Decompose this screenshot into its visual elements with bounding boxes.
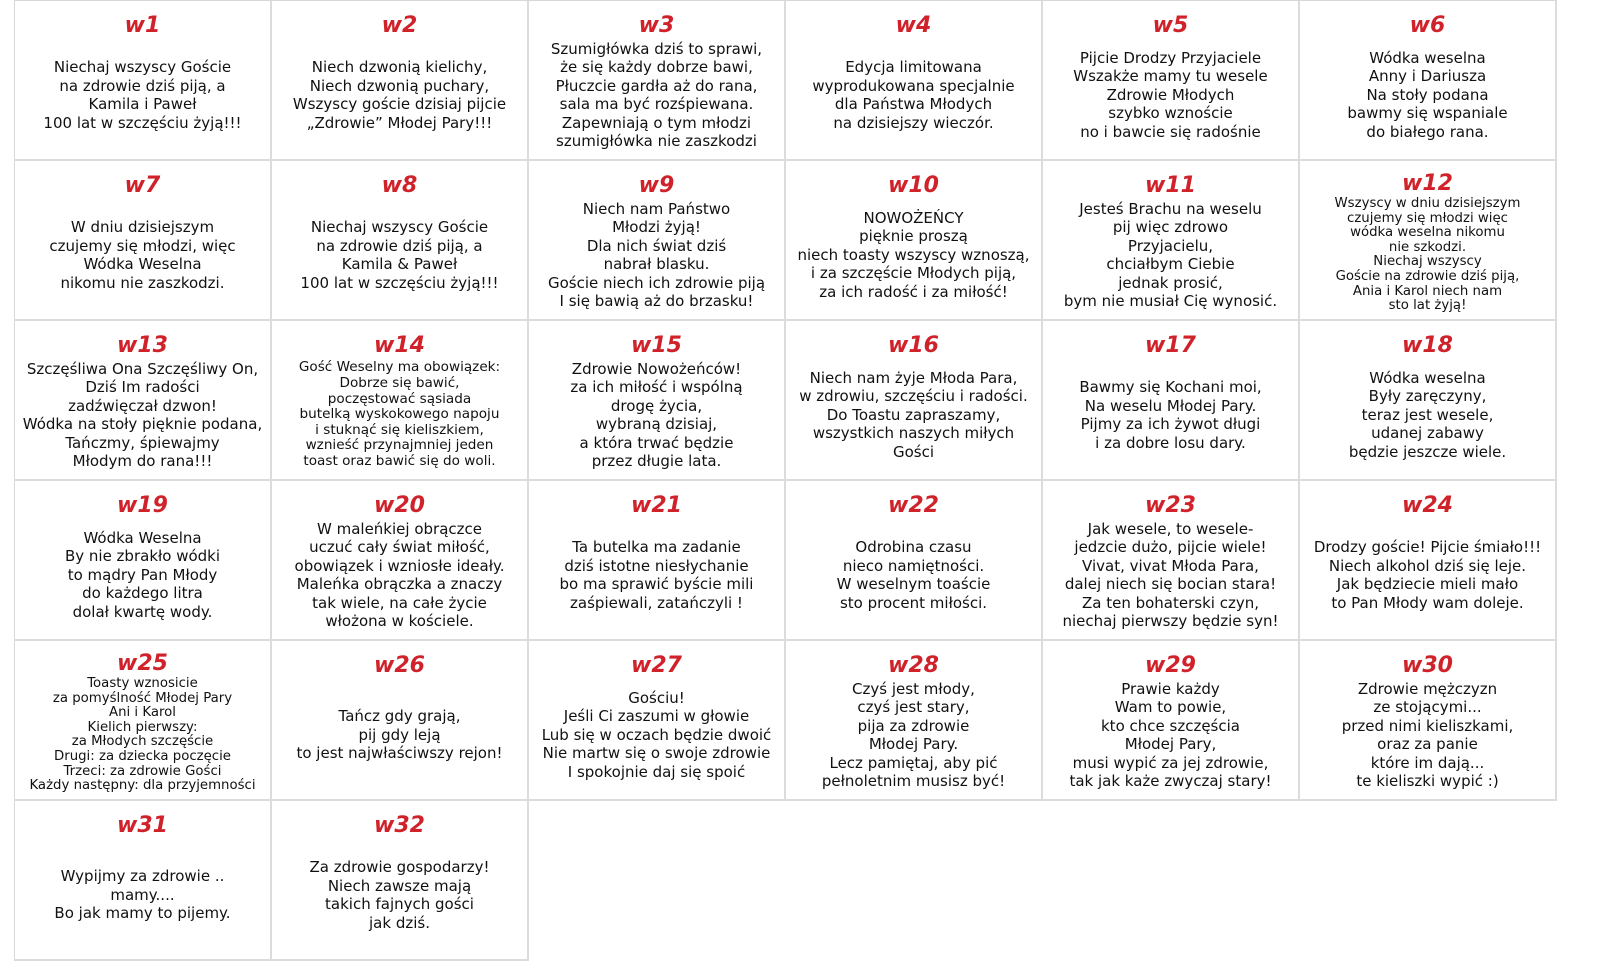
toast-card-w2 [272,1,529,161]
verse-line: pija za zdrowie [857,716,970,735]
verse-line: Niechaj wszyscy [1373,254,1482,270]
verse-line: Toasty wznosicie [87,676,198,691]
card-verse [786,199,1041,319]
toast-card-w22 [786,481,1043,641]
card-verse [1300,197,1555,321]
verse-line: Wódka weselna [1369,368,1486,387]
verse-line: i za dobre losu dary. [1095,433,1246,452]
verse-line: Wódka Weselna [83,255,202,273]
verse-line: Wódka weselna [1369,48,1486,67]
verse-line: no i bawcie się radośnie [1080,122,1261,141]
verse-line: tak jak każe zwyczaj stary! [1069,772,1272,790]
toast-card-w11 [1043,161,1300,321]
card-title: w27 [631,653,682,678]
verse-line: musi wypić za jej zdrowie, [1072,753,1269,772]
toast-card-w12 [1300,161,1557,321]
verse-line: Wódka Weselna [83,528,202,547]
verse-line: nikomu nie zaszkodzi. [60,273,225,292]
verse-line: Młodej Pary. [868,735,959,753]
verse-line: Były zaręczyny, [1368,387,1487,406]
verse-line: pięknie proszą [859,227,968,246]
card-verse [272,679,527,799]
verse-line: Niech dzwonią puchary, [309,76,490,95]
card-verse [1300,679,1555,799]
verse-line: na zdrowie dziś piją, a [59,76,226,95]
verse-line: drogę życia, [610,396,703,415]
verse-line: teraz jest wesele, [1361,405,1494,424]
card-verse [786,39,1041,159]
toast-card-w16 [786,321,1043,481]
card-verse [15,839,270,959]
verse-line: nie szkodzi. [1388,239,1467,255]
verse-line: W dniu dzisiejszym [70,218,215,236]
verse-line: zaśpiewali, zatańczyli ! [570,593,743,612]
verse-line: Lub się w oczach będzie dwoić [541,725,772,744]
toast-card-w6 [1300,1,1557,161]
verse-line: Ta butelka ma zadanie [572,538,741,556]
card-title: w5 [1152,13,1189,38]
verse-line: Jesteś Brachu na weselu [1079,199,1262,218]
toast-card-w4 [786,1,1043,161]
card-verse [15,39,270,159]
verse-line: Do Toastu zapraszamy, [826,405,1001,424]
verse-line: takich fajnych gości [325,895,474,913]
card-verse [15,677,270,801]
verse-line: Anny i Dariusza [1368,67,1487,86]
verse-line: Gość Weselny ma obowiązek: [298,359,501,376]
verse-line: Wam to powie, [1114,698,1227,716]
toast-card-w23 [1043,481,1300,641]
verse-line: Niech nam Państwo [582,199,731,218]
verse-line: dla Państwa Młodych [834,95,993,113]
verse-line: za ich radość i za miłość! [819,282,1008,301]
verse-line: Vivat, vivat Młoda Para, [1082,556,1259,575]
verse-line: szybko wznoście [1108,104,1233,123]
verse-line: zadźwięczał dzwon! [68,396,217,415]
verse-line: Maleńka obrączka a znaczy [296,575,503,593]
toast-card-w1 [15,1,272,161]
verse-line: Drugi: za dziecka poczęcie [53,748,231,764]
verse-line: i stuknąć się kieliszkiem, [315,421,484,438]
card-verse [1043,679,1298,799]
card-verse [272,39,527,159]
verse-line: a która trwać będzie [579,433,734,452]
verse-line: NOWOŻEŃCY [863,208,964,227]
verse-line: bawmy się wspaniale [1347,104,1508,123]
card-verse [1043,519,1298,639]
verse-line: Niechaj wszyscy Goście [53,58,232,76]
verse-line: Za ten bohaterski czyn, [1081,593,1259,612]
toast-card-w21 [529,481,786,641]
verse-line: Młodym do rana!!! [72,452,213,470]
toast-card-w13 [15,321,272,481]
card-verse [786,359,1041,479]
card-verse [786,519,1041,639]
toast-card-w19 [15,481,272,641]
verse-line: Wypijmy za zdrowie .. [60,867,225,886]
verse-line: Ania i Karol niech nam [1352,283,1503,299]
toast-card-w30 [1300,641,1557,801]
card-title: w4 [895,13,932,38]
verse-line: Wszyscy w dniu dzisiejszym [1334,196,1521,211]
verse-line: Kamila i Paweł [88,95,197,113]
card-title: w19 [117,493,168,518]
verse-line: Niechaj wszyscy Goście [310,218,489,236]
verse-line: to jest najwłaściwszy rejon! [296,744,503,763]
verse-line: wybraną dzisiaj, [595,415,718,433]
verse-line: Zdrowie mężczyzn [1357,679,1498,698]
verse-line: I spokojnie daj się spoić [567,762,746,781]
verse-line: Niech zawsze mają [327,876,472,895]
card-title: w32 [374,813,425,838]
card-verse [1043,359,1298,479]
verse-line: Za zdrowie gospodarzy! [309,858,490,876]
toast-card-w26 [272,641,529,801]
verse-line: Nie martw się o swoje zdrowie [542,744,771,763]
verse-line: przed nimi kieliszkami, [1341,716,1514,735]
verse-line: Dobrze się bawić, [339,375,460,392]
verse-line: obowiązek i wzniosłe ideały. [294,556,505,575]
card-title: w8 [381,173,418,198]
card-title: w25 [117,651,168,676]
toast-card-w29 [1043,641,1300,801]
verse-line: Zdrowie Nowożeńców! [571,359,742,378]
card-title: w13 [117,333,168,358]
verse-line: Wszakże mamy tu wesele [1073,67,1268,86]
card-verse [272,519,527,639]
toast-card-w24 [1300,481,1557,641]
card-title: w16 [888,333,939,358]
toast-card-w31 [15,801,272,961]
card-title: w14 [374,333,425,358]
verse-line: Drodzy goście! Pijcie śmiało!!! [1313,538,1542,556]
verse-line: to Pan Młody wam doleje. [1331,593,1524,612]
card-verse [15,199,270,319]
verse-line: Dla nich świat dziś [586,236,727,255]
verse-line: 100 lat w szczęściu żyją!!! [43,113,242,132]
verse-line: wyprodukowana specjalnie [812,76,1015,95]
verse-line: szumigłówka nie zaszkodzi [556,132,757,150]
card-title: w10 [888,173,939,198]
verse-line: nieco namiętności. [842,556,985,575]
card-verse [529,39,784,159]
verse-line: Jeśli Ci zaszumi w głowie [563,707,750,726]
verse-line: pij więc zdrowo [1112,218,1229,236]
verse-line: Zdrowie Młodych [1106,85,1235,104]
verse-line: Niech dzwonią kielichy, [311,58,488,76]
verse-line: bym nie musiał Cię wynosić. [1063,292,1278,310]
verse-line: Każdy następny: dla przyjemności [29,778,256,794]
verse-line: tak wiele, na całe życie [312,593,487,612]
verse-line: Niech alkohol dziś się leje. [1328,556,1527,575]
verse-line: Niech nam żyje Młoda Para, [809,368,1018,387]
verse-line: dolał kwartę wody. [72,602,213,621]
toast-card-w27 [529,641,786,801]
verse-line: butelką wyskokowego napoju [299,406,500,423]
card-verse [1300,519,1555,639]
verse-line: chciałbym Ciebie [1106,255,1235,273]
verse-line: uczuć cały świat miłość, [309,538,490,556]
verse-line: Pijmy za ich żywot długi [1080,415,1261,433]
verse-line: Wszyscy goście dzisiaj pijcie [292,95,507,113]
verse-line: Bo jak mamy to pijemy. [54,904,231,923]
verse-line: Płuczcie gardła aż do rana, [555,76,758,95]
verse-line: wznieść przynajmniej jeden [305,437,494,454]
verse-line: Przyjacielu, [1127,236,1214,255]
verse-line: na zdrowie dziś piją, a [316,236,483,255]
verse-line: jednak prosić, [1118,273,1223,292]
card-title: w20 [374,493,425,518]
card-title: w9 [638,173,675,198]
verse-line: oraz za panie [1377,735,1478,753]
verse-line: nabrał blasku. [603,255,710,273]
card-title: w2 [381,13,418,38]
toast-card-w9 [529,161,786,321]
verse-line: wódka weselna nikomu [1350,225,1505,241]
toast-card-w8 [272,161,529,321]
verse-line: Trzeci: za zdrowie Gości [63,763,222,779]
verse-line: dziś istotne niesłychanie [564,556,749,575]
verse-line: niech toasty wszyscy wznoszą, [797,245,1030,264]
verse-line: Bawmy się Kochani moi, [1079,378,1262,396]
verse-line: kto chce szczęścia [1101,716,1240,735]
verse-line: te kieliszki wypić :) [1356,772,1499,790]
verse-line: Pijcie Drodzy Przyjaciele [1079,48,1262,67]
verse-line: Edycja limitowana [845,58,982,76]
toast-card-w28 [786,641,1043,801]
card-title: w28 [888,653,939,678]
verse-line: Prawie każdy [1121,679,1220,698]
verse-line: Jak wesele, to wesele- [1087,519,1254,538]
card-title: w30 [1402,653,1453,678]
verse-line: Gościu! [628,688,685,707]
verse-line: toast oraz bawić się do woli. [303,452,496,469]
card-verse [272,839,527,959]
card-title: w21 [631,493,682,518]
card-title: w17 [1145,333,1196,358]
verse-line: Wódka na stoły pięknie podana, [22,415,263,433]
verse-line: mamy.... [110,885,175,904]
verse-line: dalej niech się bocian stara! [1064,575,1277,593]
toast-card-w32 [272,801,529,961]
verse-line: Dziś Im radości [85,378,200,396]
verse-line: Jak będziecie mieli mało [1336,575,1519,593]
verse-line: poczęstować sąsiada [327,390,472,407]
verse-line: ze stojącymi... [1373,698,1482,716]
toast-label-grid [14,0,1557,961]
verse-line: Tańczmy, śpiewajmy [65,433,220,452]
verse-line: bo ma sprawić byście mili [559,575,754,593]
verse-line: Młodej Pary, [1124,735,1217,753]
verse-line: Na weselu Młodej Pary. [1084,396,1257,415]
card-title: w29 [1145,653,1196,678]
toast-card-w18 [1300,321,1557,481]
verse-line: za pomyślność Młodej Pary [52,690,233,706]
card-verse [15,359,270,479]
verse-line: wszystkich naszych miłych [812,424,1015,443]
verse-line: to mądry Pan Młody [67,565,218,584]
card-title: w15 [631,333,682,358]
verse-line: I się bawią aż do brzasku! [559,292,754,310]
verse-line: przez długie lata. [591,452,722,470]
card-verse [1043,199,1298,319]
verse-line: Lecz pamiętaj, aby pić [829,753,998,772]
verse-line: Zapewniają o tym młodzi [561,113,752,132]
card-title: w3 [638,13,675,38]
verse-line: włożona w kościele. [325,612,474,630]
verse-line: Odrobina czasu [855,538,972,556]
verse-line: sto lat żyją! [1388,298,1467,314]
card-verse [1043,39,1298,159]
toast-card-w14 [272,321,529,481]
verse-line: W maleńkiej obrączce [317,519,482,538]
verse-line: czujemy się młodzi więc [1347,210,1508,226]
card-verse [529,199,784,319]
verse-line: Szczęśliwa Ona Szczęśliwy On, [26,359,259,378]
card-verse [1300,39,1555,159]
card-verse [529,519,784,639]
toast-card-w10 [786,161,1043,321]
toast-card-w3 [529,1,786,161]
verse-line: do każdego litra [82,584,203,603]
card-title: w24 [1402,493,1453,518]
verse-line: w zdrowiu, szczęściu i radości. [799,387,1028,406]
card-verse [786,679,1041,799]
card-title: w31 [117,813,168,838]
verse-line: 100 lat w szczęściu żyją!!! [300,273,499,292]
card-verse [272,359,527,479]
verse-line: Ani i Karol [108,705,176,721]
verse-line: sala ma być rozśpiewana. [559,95,754,113]
card-verse [272,199,527,319]
card-verse [1300,359,1555,479]
verse-line: czyś jest stary, [857,698,970,716]
verse-line: Goście niech ich zdrowie piją [547,273,766,292]
card-title: w1 [124,13,161,38]
verse-line: za Młodych szczęście [71,734,214,750]
verse-line: jedzcie dużo, pijcie wiele! [1074,538,1267,556]
verse-line: i za szczęście Młodych piją, [810,264,1017,283]
verse-line: czujemy się młodzi, więc [49,236,236,255]
verse-line: będzie jeszcze wiele. [1348,442,1507,461]
verse-line: Tańcz gdy grają, [338,707,461,726]
card-title: w12 [1402,171,1453,196]
toast-card-w7 [15,161,272,321]
card-title: w22 [888,493,939,518]
verse-line: udanej zabawy [1371,424,1484,443]
verse-line: sto procent miłości. [839,593,988,612]
verse-line: By nie zbrakło wódki [64,547,221,566]
verse-line: jak dziś. [369,913,430,932]
toast-card-w20 [272,481,529,641]
toast-card-w5 [1043,1,1300,161]
card-verse [529,359,784,479]
card-verse [529,679,784,799]
verse-line: „Zdrowie” Młodej Pary!!! [306,113,493,132]
verse-line: za ich miłość i wspólną [570,378,743,396]
card-verse [15,519,270,639]
verse-line: W weselnym toaście [836,575,991,593]
verse-line: do białego rana. [1366,122,1489,141]
verse-line: że się każdy dobrze bawi, [560,58,753,76]
verse-line: pełnoletnim musisz być! [821,772,1006,790]
verse-line: Kamila & Paweł [341,255,458,273]
toast-card-w17 [1043,321,1300,481]
verse-line: Czyś jest młody, [852,679,975,698]
card-title: w7 [124,173,161,198]
verse-line: Szumigłówka dziś to sprawi, [550,39,763,58]
verse-line: które im dają... [1370,753,1485,772]
verse-line: Gości [892,442,935,461]
verse-line: Na stoły podana [1366,85,1489,104]
verse-line: na dzisiejszy wieczór. [833,113,994,132]
verse-line: Kielich pierwszy: [87,719,198,735]
verse-line: niechaj pierwszy będzie syn! [1062,612,1279,630]
toast-card-w25 [15,641,272,801]
card-title: w23 [1145,493,1196,518]
toast-card-w15 [529,321,786,481]
card-title: w6 [1409,13,1446,38]
card-title: w18 [1402,333,1453,358]
card-title: w11 [1145,173,1196,198]
card-title: w26 [374,653,425,678]
verse-line: Młodzi żyją! [612,218,701,236]
verse-line: Goście na zdrowie dziś piją, [1335,268,1520,284]
verse-line: pij gdy leją [358,725,441,744]
